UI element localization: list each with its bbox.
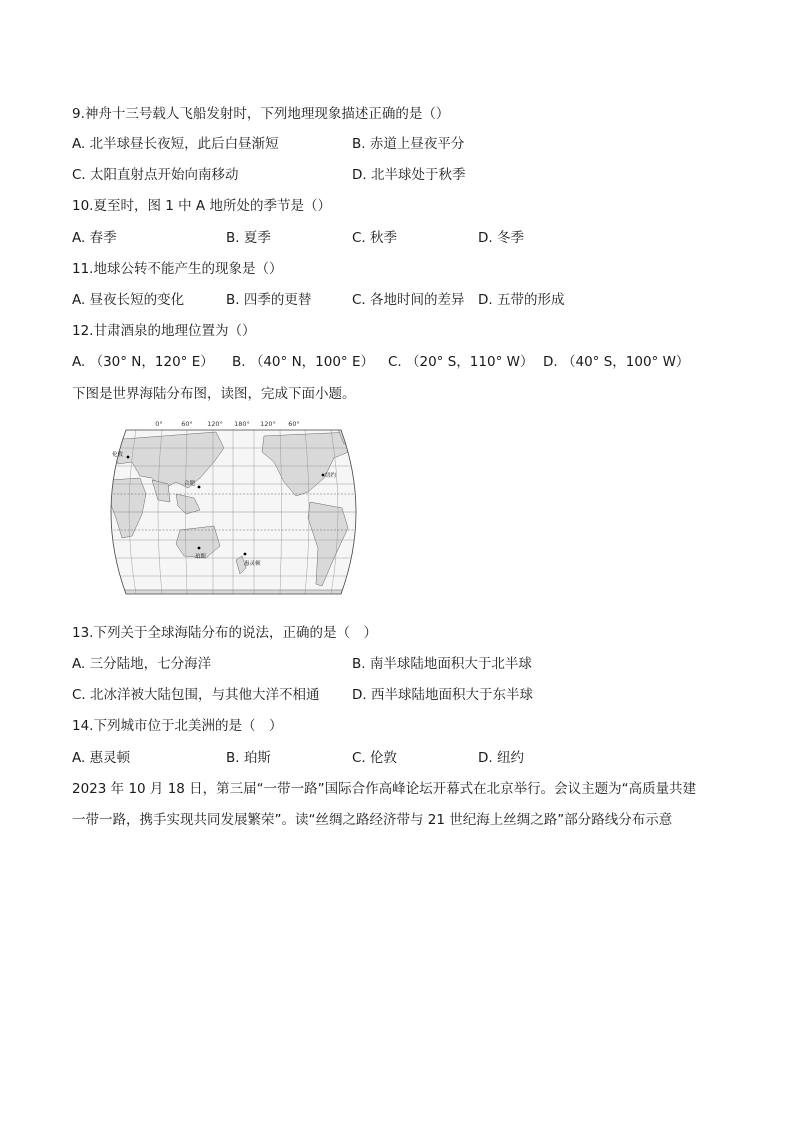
q14-stem: 14.下列城市位于北美洲的是（ ）	[72, 718, 283, 734]
map-tick-label: 60°	[181, 420, 193, 428]
q13-option-c: C. 北冰洋被大陆包围，与其他大洋不相通	[72, 687, 320, 703]
q10-option-c: C. 秋季	[352, 230, 398, 246]
q12-option-d: D. （40° S，100° W）	[543, 354, 690, 370]
q9-option-c: C. 太阳直射点开始向南移动	[72, 167, 239, 183]
q11-option-c: C. 各地时间的差异	[352, 292, 465, 308]
q9-option-b: B. 赤道上昼夜平分	[352, 136, 465, 152]
q12-stem: 12.甘肃酒泉的地理位置为（）	[72, 323, 256, 339]
q13-option-b: B. 南半球陆地面积大于北半球	[352, 656, 532, 672]
q11-option-b: B. 四季的更替	[226, 292, 312, 308]
q9-option-a: A. 北半球昼长夜短，此后白昼渐短	[72, 136, 279, 152]
q11-option-a: A. 昼夜长短的变化	[72, 292, 185, 308]
city-marker-london	[127, 456, 130, 459]
context-paragraph-line1: 2023 年 10 月 18 日，第三届“一带一路”国际合作高峰论坛开幕式在北京举行。会议主题为“高质量共建	[72, 781, 697, 797]
q10-option-b: B. 夏季	[226, 230, 271, 246]
world-map	[96, 418, 371, 606]
q12-option-b: B. （40° N，100° E）	[232, 354, 375, 370]
city-label-perth: 珀斯	[195, 554, 207, 560]
map-intro: 下图是世界海陆分布图，读图，完成下面小题。	[72, 386, 356, 402]
q13-option-a: A. 三分陆地，七分海洋	[72, 656, 212, 672]
q14-option-c: C. 伦敦	[352, 750, 398, 766]
city-marker-wellington	[244, 553, 247, 556]
map-tick-label: 120°	[207, 420, 223, 428]
q11-option-d: D. 五带的形成	[478, 292, 565, 308]
map-tick-label: 180°	[234, 420, 250, 428]
q9-option-d: D. 北半球处于秋季	[352, 167, 466, 183]
city-marker-perth	[198, 547, 201, 550]
q13-stem: 13.下列关于全球海陆分布的说法，正确的是（ ）	[72, 625, 377, 641]
context-paragraph-line2: 一带一路，携手实现共同发展繁荣”。读“丝绸之路经济带与 21 世纪海上丝绸之路”部分路线分布示意	[72, 812, 673, 828]
q14-option-d: D. 纽约	[478, 750, 524, 766]
q10-option-d: D. 冬季	[478, 230, 524, 246]
q13-option-d: D. 西半球陆地面积大于东半球	[352, 687, 533, 703]
map-tick-label: 60°	[288, 420, 300, 428]
map-tick-label: 120°	[260, 420, 276, 428]
q11-stem: 11.地球公转不能产生的现象是（）	[72, 261, 283, 277]
map-tick-label: 0°	[155, 420, 163, 428]
city-label-london: 伦敦	[112, 452, 124, 458]
q14-option-a: A. 惠灵顿	[72, 750, 131, 766]
city-label-newyork: 纽约	[325, 473, 337, 479]
city-marker-hefei	[198, 486, 201, 489]
q9-stem: 9.神舟十三号载人飞船发射时，下列地理现象描述正确的是（）	[72, 106, 450, 122]
city-label-hefei: 合肥	[184, 481, 196, 487]
q10-option-a: A. 春季	[72, 230, 117, 246]
q14-option-b: B. 珀斯	[226, 750, 271, 766]
q10-stem: 10.夏至时，图 1 中 A 地所处的季节是（）	[72, 198, 331, 214]
city-marker-newyork	[322, 474, 325, 477]
city-label-wellington: 惠灵顿	[244, 561, 261, 567]
q12-option-a: A. （30° N，120° E）	[72, 354, 214, 370]
q12-option-c: C. （20° S，110° W）	[388, 354, 534, 370]
